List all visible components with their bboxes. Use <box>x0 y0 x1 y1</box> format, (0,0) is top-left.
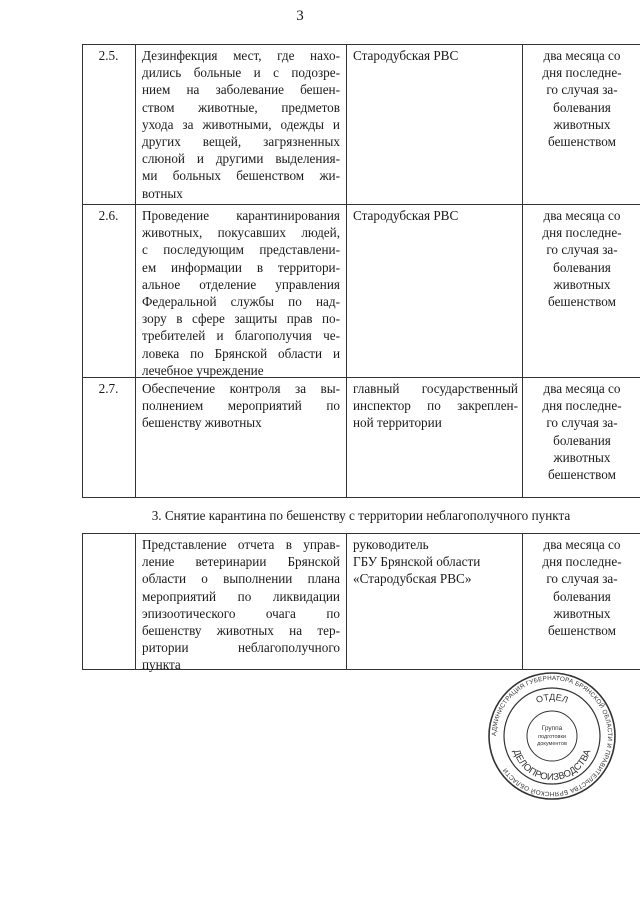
row-divider <box>82 497 640 498</box>
text-line: дня последне- <box>542 225 622 241</box>
col-divider <box>135 533 136 670</box>
text-line: руководитель <box>353 537 429 552</box>
term-text <box>526 207 638 310</box>
text-line: бешенством <box>548 467 616 483</box>
text-line: два месяца со <box>543 537 621 552</box>
text-line: Федеральной службы по над- <box>142 294 340 310</box>
svg-text:ДЕЛОПРОИЗВОДСТВА: ДЕЛОПРОИЗВОДСТВА <box>510 748 594 784</box>
text-line: го случая за- <box>546 82 618 98</box>
text-line: ловека по Брянской области и <box>142 345 340 361</box>
text-line: животных <box>553 276 611 292</box>
text-line: дня последне- <box>542 398 622 414</box>
text-line: ление ветеринарии Брянской <box>142 554 340 570</box>
text-line: животных <box>553 449 611 465</box>
text-line: альное отделение управления <box>142 276 340 292</box>
text-line: Стародубская РВС <box>353 208 459 223</box>
text-line: вотных <box>142 185 183 201</box>
col-divider <box>82 533 83 670</box>
measures-table <box>82 44 640 673</box>
text-line: болевания <box>553 99 611 115</box>
term-text <box>526 536 638 639</box>
row-number: 2.7. <box>98 381 119 396</box>
col-divider <box>82 44 83 498</box>
text-line: зору в сфере защиты прав по- <box>142 311 340 327</box>
text-line: с последующим представлени- <box>142 242 340 258</box>
text-line: болевания <box>553 432 611 448</box>
svg-text:ОТДЕЛ: ОТДЕЛ <box>534 691 570 706</box>
text-line: Дезинфекция мест, где нахо- <box>142 48 340 63</box>
text-line: ми больных бешенством жи- <box>142 168 340 184</box>
text-line: бешенством <box>548 294 616 310</box>
office-stamp <box>486 670 618 802</box>
col-divider <box>522 533 523 670</box>
text-line: ухода за животными, одежды и <box>142 116 340 132</box>
section-title: 3. Снятие карантина по бешенству с территории неблагополучного пункта <box>151 508 571 523</box>
text-line: нием на заболевание бешен- <box>142 82 340 98</box>
row-number: 2.6. <box>98 208 119 223</box>
text-line: ритории неблагополучного <box>142 640 340 656</box>
text-line: ем информации в территори- <box>142 259 340 275</box>
text-line: дня последне- <box>542 65 622 81</box>
text-line: Стародубская РВС <box>353 48 459 63</box>
row-divider <box>82 533 640 534</box>
text-line: болевания <box>553 259 611 275</box>
text-line: болевания <box>553 588 611 604</box>
text-line: главный государственный <box>353 381 518 396</box>
text-line: эпизоотического очага по <box>142 605 340 621</box>
text-line: «Стародубская РВС» <box>353 571 472 587</box>
text-line: мероприятий по ликвидации <box>142 588 340 604</box>
text-line: го случая за- <box>546 242 618 258</box>
text-line: ной территории <box>353 415 442 431</box>
text-line: пункта <box>142 657 181 673</box>
text-line: бешенству животных на тер- <box>142 623 340 639</box>
col-divider <box>522 44 523 498</box>
svg-text:подготовки: подготовки <box>538 734 566 740</box>
text-line: дились больные и с подозре- <box>142 65 340 81</box>
text-line: животных <box>553 116 611 132</box>
term-text <box>526 47 638 150</box>
responsible-text <box>353 47 518 64</box>
text-line: полнением мероприятий по <box>142 398 340 414</box>
text-line: го случая за- <box>546 571 618 587</box>
text-line: два месяца со <box>543 48 621 63</box>
text-line: слюной и другими выделения- <box>142 151 340 167</box>
text-line: животных <box>553 605 611 621</box>
svg-text:АДМИНИСТРАЦИЯ ГУБЕРНАТОРА БРЯН: АДМИНИСТРАЦИЯ ГУБЕРНАТОРА БРЯНСКОЙ ОБЛАСТИ И ПРАВИТЕЛЬСТВА БРЯНСКОЙ ОБЛАСТИ <box>490 674 614 798</box>
text-line: области о выполнении плана <box>142 571 340 587</box>
text-line: ством животные, предметов <box>142 99 340 115</box>
text-line: бешенством <box>548 623 616 639</box>
stamp-seal-icon <box>486 670 618 802</box>
term-text <box>526 380 638 483</box>
text-line: два месяца со <box>543 381 621 396</box>
text-line: бешенству животных <box>142 415 262 431</box>
svg-text:Группа: Группа <box>541 725 563 732</box>
text-line: го случая за- <box>546 415 618 431</box>
table-border-top <box>82 44 640 45</box>
text-line: требителей и благополучия че- <box>142 328 340 344</box>
text-line: два месяца со <box>543 208 621 223</box>
page-number: 3 <box>296 8 304 24</box>
row-number: 2.5. <box>98 48 119 63</box>
action-text <box>142 380 340 432</box>
text-line: Проведение карантинирования <box>142 208 340 223</box>
text-line: животных, покусавших людей, <box>142 225 340 241</box>
action-text <box>142 536 340 674</box>
row-divider <box>82 204 640 205</box>
action-text <box>142 47 340 202</box>
col-divider <box>346 44 347 498</box>
text-line: лечебное учреждение <box>142 362 264 378</box>
responsible-text <box>353 207 518 224</box>
responsible-text <box>353 536 518 588</box>
col-divider <box>135 44 136 498</box>
text-line: других вещей, загрязненных <box>142 134 340 150</box>
text-line: Представление отчета в управ- <box>142 537 340 552</box>
text-line: бешенством <box>548 134 616 150</box>
action-text <box>142 207 340 379</box>
col-divider <box>346 533 347 670</box>
svg-text:документов: документов <box>537 741 567 747</box>
text-line: инспектор по закреплен- <box>353 398 518 414</box>
text-line: ГБУ Брянской области <box>353 554 481 570</box>
text-line: дня последне- <box>542 554 622 570</box>
responsible-text <box>353 380 518 432</box>
text-line: Обеспечение контроля за вы- <box>142 381 340 396</box>
